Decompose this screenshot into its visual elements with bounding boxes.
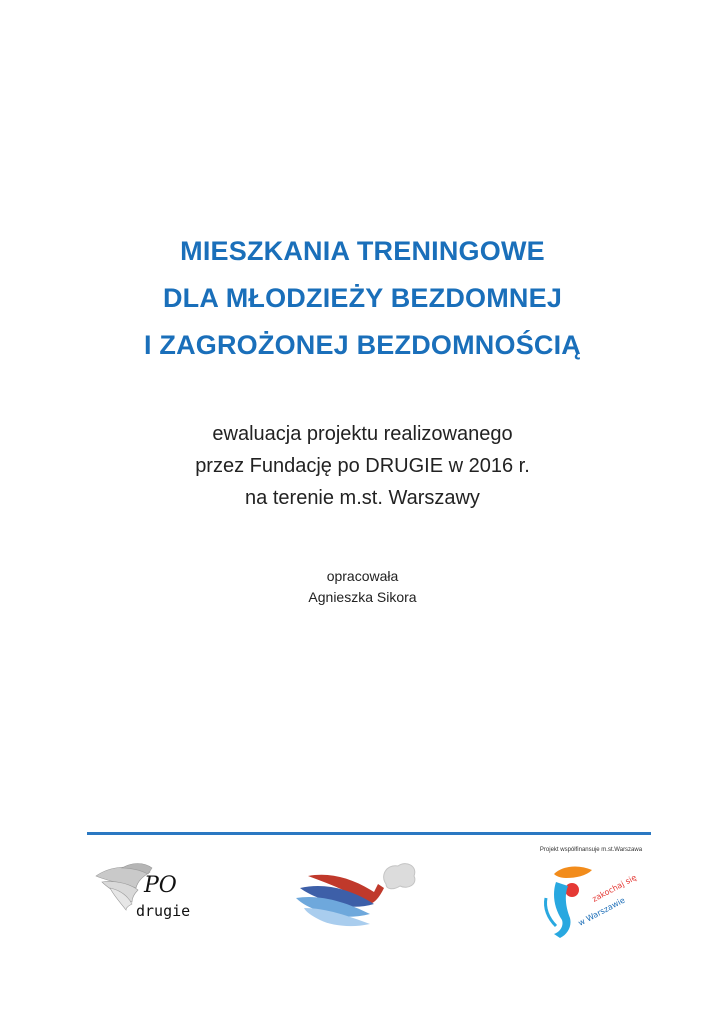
bird-wave-icon: [290, 858, 420, 930]
drugie-logo-text: drugie: [136, 902, 191, 920]
footer-divider: [87, 832, 651, 835]
cofinancing-caption: Projekt współfinansuje m.st.Warszawa: [539, 847, 643, 853]
document-title: [0, 228, 725, 369]
warsaw-mermaid-icon: [532, 846, 650, 940]
slogan-line-2: w Warszawie: [576, 895, 627, 928]
wave-logo: [290, 858, 420, 930]
title-line-3: I ZAGROŻONEJ BEZDOMNOŚCIĄ: [143, 330, 581, 360]
warszawa-cofinancing-logo: [532, 846, 650, 940]
po-drugie-logo: [92, 858, 202, 922]
subtitle-line-3: na terenie m.st. Warszawy: [245, 487, 480, 509]
author-name: Agnieszka Sikora: [308, 589, 417, 605]
title-line-2: DLA MŁODZIEŻY BEZDOMNEJ: [162, 283, 563, 313]
slogan-line-1: zakochaj się: [590, 872, 639, 904]
po-logo-text: PO: [144, 873, 177, 898]
author-credit: [0, 566, 725, 608]
subtitle-line-2: przez Fundację po DRUGIE w 2016 r.: [195, 455, 530, 477]
author-label: opracowała: [326, 568, 399, 584]
title-line-1: MIESZKANIA TRENINGOWE: [180, 236, 545, 266]
wing-icon: [92, 858, 202, 922]
subtitle-line-1: ewaluacja projektu realizowanego: [212, 423, 513, 445]
document-subtitle: [0, 418, 725, 514]
